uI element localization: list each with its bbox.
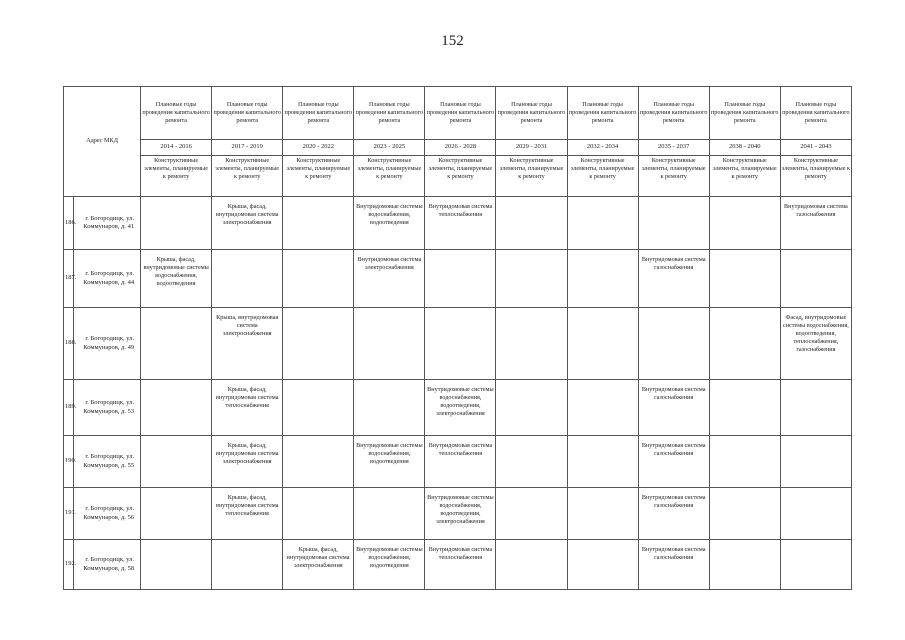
plan-years-header: Плановые годы проведения капитального ремонта xyxy=(354,87,425,140)
building-address: г. Богородицк, ул. Коммунаров, д. 53 xyxy=(74,380,141,436)
table-row xyxy=(64,540,852,590)
repair-works-cell: Внутридомовые системы водоснабжения, водоотведения xyxy=(354,540,425,590)
building-address: г. Богородицк, ул. Коммунаров, д. 49 xyxy=(74,308,141,380)
repair-works-cell xyxy=(141,197,212,250)
repair-works-cell xyxy=(212,250,283,308)
row-number: 188. xyxy=(64,308,74,380)
repair-works-cell: Внутридомовая система газоснабжения xyxy=(638,540,709,590)
repair-works-cell xyxy=(283,250,354,308)
plan-years-header: Плановые годы проведения капитального ремонта xyxy=(425,87,496,140)
building-address: г. Богородицк, ул. Коммунаров, д. 44 xyxy=(74,250,141,308)
repair-works-cell xyxy=(141,488,212,540)
repair-works-cell xyxy=(780,380,851,436)
repair-works-cell xyxy=(567,380,638,436)
period-header: 2017 - 2019 xyxy=(212,140,283,156)
elements-header: Конструктивные элементы, планируемые к ремонту xyxy=(354,156,425,197)
repair-works-cell xyxy=(567,250,638,308)
repair-works-cell: Внутридомовые системы водоснабжения, водоотведения xyxy=(354,197,425,250)
repair-works-cell xyxy=(354,308,425,380)
repair-works-cell xyxy=(567,488,638,540)
repair-works-cell xyxy=(638,197,709,250)
period-header: 2035 - 2037 xyxy=(638,140,709,156)
repair-works-cell: Внутридомовая система газоснабжения xyxy=(638,380,709,436)
repair-works-cell: Крыша, фасад, внутридомовая система электроснабжения xyxy=(212,436,283,488)
repair-works-cell xyxy=(709,308,780,380)
repair-works-cell xyxy=(283,308,354,380)
repair-works-cell: Внутридомовая система теплоснабжения xyxy=(425,197,496,250)
table-row xyxy=(64,250,852,308)
plan-years-header: Плановые годы проведения капитального ремонта xyxy=(212,87,283,140)
period-header: 2029 - 2031 xyxy=(496,140,567,156)
repair-works-cell xyxy=(141,540,212,590)
building-address: г. Богородицк, ул. Коммунаров, д. 41 xyxy=(74,197,141,250)
repair-works-cell: Внутридомовая система теплоснабжения xyxy=(425,436,496,488)
repair-works-cell xyxy=(709,197,780,250)
repair-works-cell xyxy=(496,540,567,590)
repair-works-cell: Внутридомовая система газоснабжения xyxy=(780,197,851,250)
period-header: 2014 - 2016 xyxy=(141,140,212,156)
plan-years-header: Плановые годы проведения капитального ремонта xyxy=(283,87,354,140)
repair-works-cell xyxy=(141,436,212,488)
row-number: 186. xyxy=(64,197,74,250)
row-number: 192. xyxy=(64,540,74,590)
repair-works-cell: Крыша, фасад, внутридомовая система электроснабжения xyxy=(283,540,354,590)
period-header: 2038 - 2040 xyxy=(709,140,780,156)
elements-header: Конструктивные элементы, планируемые к ремонту xyxy=(283,156,354,197)
building-address: г. Богородицк, ул. Коммунаров, д. 58 xyxy=(74,540,141,590)
elements-header: Конструктивные элементы, планируемые к ремонту xyxy=(212,156,283,197)
table-row xyxy=(64,488,852,540)
repair-works-cell xyxy=(283,197,354,250)
plan-years-header: Плановые годы проведения капитального ремонта xyxy=(638,87,709,140)
repair-works-cell: Фасад, внутридомовые системы водоснабжения, водоотведения, теплоснабжения, газоснабжения xyxy=(780,308,851,380)
repair-works-cell: Внутридомовые системы водоснабжения, водоотведения, электроснабжения xyxy=(425,488,496,540)
repair-works-cell xyxy=(283,488,354,540)
repair-works-cell: Внутридомовые системы водоснабжения, водоотведения xyxy=(354,436,425,488)
repair-works-cell: Крыша, внутридомовая система электроснабжения xyxy=(212,308,283,380)
repair-works-cell xyxy=(780,436,851,488)
repair-works-cell xyxy=(709,250,780,308)
repair-works-cell: Внутридомовая система газоснабжения xyxy=(638,250,709,308)
period-header: 2023 - 2025 xyxy=(354,140,425,156)
repair-works-cell xyxy=(780,250,851,308)
plan-years-header: Плановые годы проведения капитального ремонта xyxy=(567,87,638,140)
repair-works-cell xyxy=(709,540,780,590)
repair-works-cell: Крыша, фасад, внутридомовая система теплоснабжения xyxy=(212,380,283,436)
elements-header: Конструктивные элементы, планируемые к ремонту xyxy=(141,156,212,197)
repair-works-cell xyxy=(709,436,780,488)
capital-repair-schedule-table xyxy=(63,86,852,590)
repair-works-cell xyxy=(283,436,354,488)
repair-works-cell xyxy=(567,436,638,488)
repair-works-cell: Внутридомовая система электроснабжения xyxy=(354,250,425,308)
plan-years-header: Плановые годы проведения капитального ремонта xyxy=(709,87,780,140)
repair-works-cell xyxy=(141,380,212,436)
table-row xyxy=(64,308,852,380)
repair-works-cell xyxy=(425,308,496,380)
row-number: 189. xyxy=(64,380,74,436)
period-header: 2041 - 2043 xyxy=(780,140,851,156)
elements-header: Конструктивные элементы, планируемые к ремонту xyxy=(425,156,496,197)
repair-works-cell xyxy=(425,250,496,308)
period-header: 2026 - 2028 xyxy=(425,140,496,156)
building-address: г. Богородицк, ул. Коммунаров, д. 55 xyxy=(74,436,141,488)
page-number: 152 xyxy=(441,33,464,49)
elements-header: Конструктивные элементы, планируемые к ремонту xyxy=(780,156,851,197)
repair-works-cell: Крыша, фасад, внутридомовые системы водоснабжения, водоотведения xyxy=(141,250,212,308)
repair-works-cell xyxy=(496,197,567,250)
repair-works-cell xyxy=(567,197,638,250)
table-row xyxy=(64,197,852,250)
repair-works-cell: Внутридомовая система газоснабжения xyxy=(638,436,709,488)
repair-works-cell: Внутридомовая система газоснабжения xyxy=(638,488,709,540)
building-address: г. Богородицк, ул. Коммунаров, д. 56 xyxy=(74,488,141,540)
repair-works-cell xyxy=(354,488,425,540)
period-header: 2020 - 2022 xyxy=(283,140,354,156)
repair-works-cell xyxy=(212,540,283,590)
repair-works-cell xyxy=(496,380,567,436)
repair-works-cell xyxy=(496,436,567,488)
repair-works-cell xyxy=(496,308,567,380)
table-row xyxy=(64,436,852,488)
period-header: 2032 - 2034 xyxy=(567,140,638,156)
plan-years-header: Плановые годы проведения капитального ремонта xyxy=(141,87,212,140)
repair-works-cell xyxy=(780,488,851,540)
repair-works-cell xyxy=(496,488,567,540)
repair-works-cell: Внутридомовая система теплоснабжения xyxy=(425,540,496,590)
repair-works-cell xyxy=(780,540,851,590)
table-row xyxy=(64,380,852,436)
elements-header: Конструктивные элементы, планируемые к ремонту xyxy=(496,156,567,197)
address-header: Адрес МКД xyxy=(64,87,141,197)
repair-works-cell: Крыша, фасад, внутридомовая система теплоснабжения xyxy=(212,488,283,540)
repair-works-cell xyxy=(709,488,780,540)
repair-works-cell xyxy=(567,308,638,380)
plan-years-header: Плановые годы проведения капитального ремонта xyxy=(496,87,567,140)
elements-header: Конструктивные элементы, планируемые к ремонту xyxy=(567,156,638,197)
elements-header: Конструктивные элементы, планируемые к ремонту xyxy=(709,156,780,197)
repair-works-cell xyxy=(141,308,212,380)
repair-works-cell: Внутридомовые системы водоснабжения, водоотведения, электроснабжения xyxy=(425,380,496,436)
repair-works-cell xyxy=(567,540,638,590)
row-number: 190. xyxy=(64,436,74,488)
elements-header: Конструктивные элементы, планируемые к ремонту xyxy=(638,156,709,197)
repair-works-cell: Крыша, фасад, внутридомовая система электроснабжения xyxy=(212,197,283,250)
row-number: 191. xyxy=(64,488,74,540)
row-number: 187. xyxy=(64,250,74,308)
repair-works-cell xyxy=(638,308,709,380)
repair-works-cell xyxy=(496,250,567,308)
repair-works-cell xyxy=(283,380,354,436)
repair-works-cell xyxy=(709,380,780,436)
plan-years-header: Плановые годы проведения капитального ремонта xyxy=(780,87,851,140)
repair-works-cell xyxy=(354,380,425,436)
